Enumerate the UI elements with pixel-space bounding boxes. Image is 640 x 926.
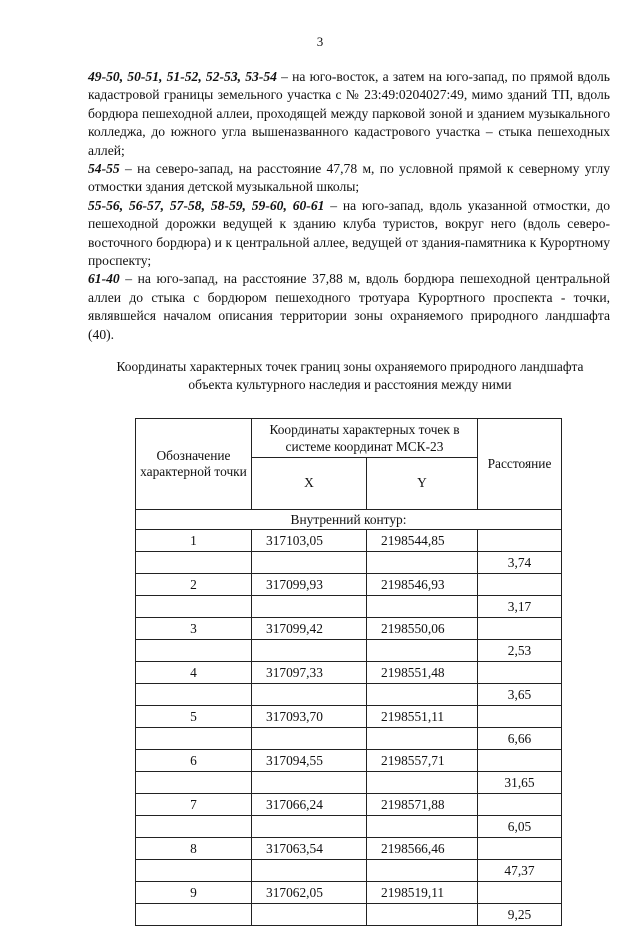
point-cell: 3 xyxy=(136,618,252,640)
point-cell: 2 xyxy=(136,574,252,596)
distance-row xyxy=(136,904,562,926)
empty-cell xyxy=(367,816,478,838)
y-cell: 2198519,11 xyxy=(367,882,478,904)
segment-labels: 54-55 xyxy=(88,161,120,177)
paragraph-text: – на юго-запад, на расстояние 37,88 м, вдоль бордюра пешеходной центральной аллеи до стыка с бордюром пешеходного тротуара Курортного проспекта - точки, являвшейся началом описания территории зоны охраняемого природного ландшафта (40). xyxy=(88,271,610,342)
paragraph-text: – на северо-запад, на расстояние 47,78 м, по условной прямой к северному углу отмостки здания детской музыкальной школы; xyxy=(88,161,610,195)
point-cell: 7 xyxy=(136,794,252,816)
page-number: 3 xyxy=(316,34,324,49)
empty-cell xyxy=(367,684,478,706)
x-cell: 317103,05 xyxy=(252,530,367,552)
header-point: Обозначение характерной точки xyxy=(136,419,252,510)
y-cell: 2198546,93 xyxy=(367,574,478,596)
distance-cell: 3,74 xyxy=(478,552,562,574)
distance-spacer-cell xyxy=(478,838,562,860)
y-cell: 2198550,06 xyxy=(367,618,478,640)
empty-cell xyxy=(252,904,367,926)
distance-row xyxy=(136,772,562,794)
distance-spacer-cell xyxy=(478,794,562,816)
distance-spacer-cell xyxy=(478,530,562,552)
x-cell: 317094,55 xyxy=(252,750,367,772)
paragraph-text: – на юго-запад, вдоль указанной отмостки, до пешеходной дорожки ведущей к зданию клуба туристов, вокруг него (вдоль северо-восточного бордюра) и к центральной аллее, ведущей от здания-памятника к Курортному проспекту; xyxy=(88,197,610,269)
empty-cell xyxy=(136,860,252,882)
table-caption: Координаты характерных точек границ зоны охраняемого природного ландшафта объекта культурного наследия и расстояния между ними xyxy=(116,359,584,393)
paragraph xyxy=(88,160,610,197)
distance-row xyxy=(136,640,562,662)
table-row xyxy=(136,662,562,684)
point-cell: 4 xyxy=(136,662,252,684)
distance-cell: 2,53 xyxy=(478,640,562,662)
empty-cell xyxy=(136,772,252,794)
empty-cell xyxy=(252,728,367,750)
distance-row xyxy=(136,860,562,882)
segment-labels: 49-50, 50-51, 51-52, 52-53, 53-54 xyxy=(88,69,277,84)
empty-cell xyxy=(367,904,478,926)
section-label: Внутренний контур: xyxy=(136,510,562,530)
header-x: X xyxy=(252,457,367,509)
point-cell: 9 xyxy=(136,882,252,904)
y-cell: 2198551,11 xyxy=(367,706,478,728)
y-cell: 2198566,46 xyxy=(367,838,478,860)
empty-cell xyxy=(252,816,367,838)
x-cell: 317097,33 xyxy=(252,662,367,684)
distance-cell: 6,05 xyxy=(478,816,562,838)
empty-cell xyxy=(136,684,252,706)
header-coordinates: Координаты характерных точек в системе координат МСК-23 xyxy=(252,419,478,458)
empty-cell xyxy=(252,684,367,706)
distance-row xyxy=(136,596,562,618)
empty-cell xyxy=(136,596,252,618)
empty-cell xyxy=(367,728,478,750)
segment-labels: 61-40 xyxy=(88,271,120,287)
distance-row xyxy=(136,552,562,574)
x-cell: 317099,42 xyxy=(252,618,367,640)
point-cell: 5 xyxy=(136,706,252,728)
distance-row xyxy=(136,684,562,706)
distance-spacer-cell xyxy=(478,706,562,728)
distance-cell: 6,66 xyxy=(478,728,562,750)
distance-spacer-cell xyxy=(478,750,562,772)
table-row xyxy=(136,794,562,816)
paragraph xyxy=(88,197,610,271)
empty-cell xyxy=(136,552,252,574)
distance-cell: 3,65 xyxy=(478,684,562,706)
distance-spacer-cell xyxy=(478,618,562,640)
table-row xyxy=(136,706,562,728)
empty-cell xyxy=(252,772,367,794)
table-row xyxy=(136,750,562,772)
y-cell: 2198571,88 xyxy=(367,794,478,816)
empty-cell xyxy=(136,816,252,838)
empty-cell xyxy=(136,640,252,662)
paragraph-text: – на юго-восток, а затем на юго-запад, по прямой вдоль кадастровой границы земельного участка с № 23:49:0204027:49, мимо зданий ТП, вдоль бордюра пешеходной аллеи, проходящей между парковой зоной и зданием музыкального колледжа, до южного угла вышеназванного кадастрового участка – стыка пешеходных аллей; xyxy=(88,69,610,158)
distance-cell: 31,65 xyxy=(478,772,562,794)
empty-cell xyxy=(367,552,478,574)
header-y: Y xyxy=(367,457,478,509)
point-cell: 8 xyxy=(136,838,252,860)
empty-cell xyxy=(252,596,367,618)
header-distance: Расстояние xyxy=(478,419,562,510)
body-text xyxy=(88,68,610,344)
paragraph xyxy=(88,68,610,160)
distance-cell: 47,37 xyxy=(478,860,562,882)
distance-spacer-cell xyxy=(478,662,562,684)
coordinates-table xyxy=(135,418,562,926)
empty-cell xyxy=(367,640,478,662)
point-cell: 1 xyxy=(136,530,252,552)
table-row xyxy=(136,574,562,596)
table-row xyxy=(136,838,562,860)
empty-cell xyxy=(252,860,367,882)
y-cell: 2198551,48 xyxy=(367,662,478,684)
table-row xyxy=(136,530,562,552)
table-row xyxy=(136,882,562,904)
table-row xyxy=(136,618,562,640)
empty-cell xyxy=(136,728,252,750)
empty-cell xyxy=(367,772,478,794)
empty-cell xyxy=(367,860,478,882)
x-cell: 317063,54 xyxy=(252,838,367,860)
distance-row xyxy=(136,728,562,750)
empty-cell xyxy=(367,596,478,618)
point-cell: 6 xyxy=(136,750,252,772)
x-cell: 317066,24 xyxy=(252,794,367,816)
x-cell: 317093,70 xyxy=(252,706,367,728)
y-cell: 2198557,71 xyxy=(367,750,478,772)
distance-row xyxy=(136,816,562,838)
distance-spacer-cell xyxy=(478,882,562,904)
empty-cell xyxy=(252,640,367,662)
empty-cell xyxy=(252,552,367,574)
x-cell: 317099,93 xyxy=(252,574,367,596)
distance-cell: 9,25 xyxy=(478,904,562,926)
paragraph xyxy=(88,270,610,344)
empty-cell xyxy=(136,904,252,926)
y-cell: 2198544,85 xyxy=(367,530,478,552)
distance-spacer-cell xyxy=(478,574,562,596)
distance-cell: 3,17 xyxy=(478,596,562,618)
section-row xyxy=(136,510,562,530)
x-cell: 317062,05 xyxy=(252,882,367,904)
segment-labels: 55-56, 56-57, 57-58, 58-59, 59-60, 60-61 xyxy=(88,197,325,213)
